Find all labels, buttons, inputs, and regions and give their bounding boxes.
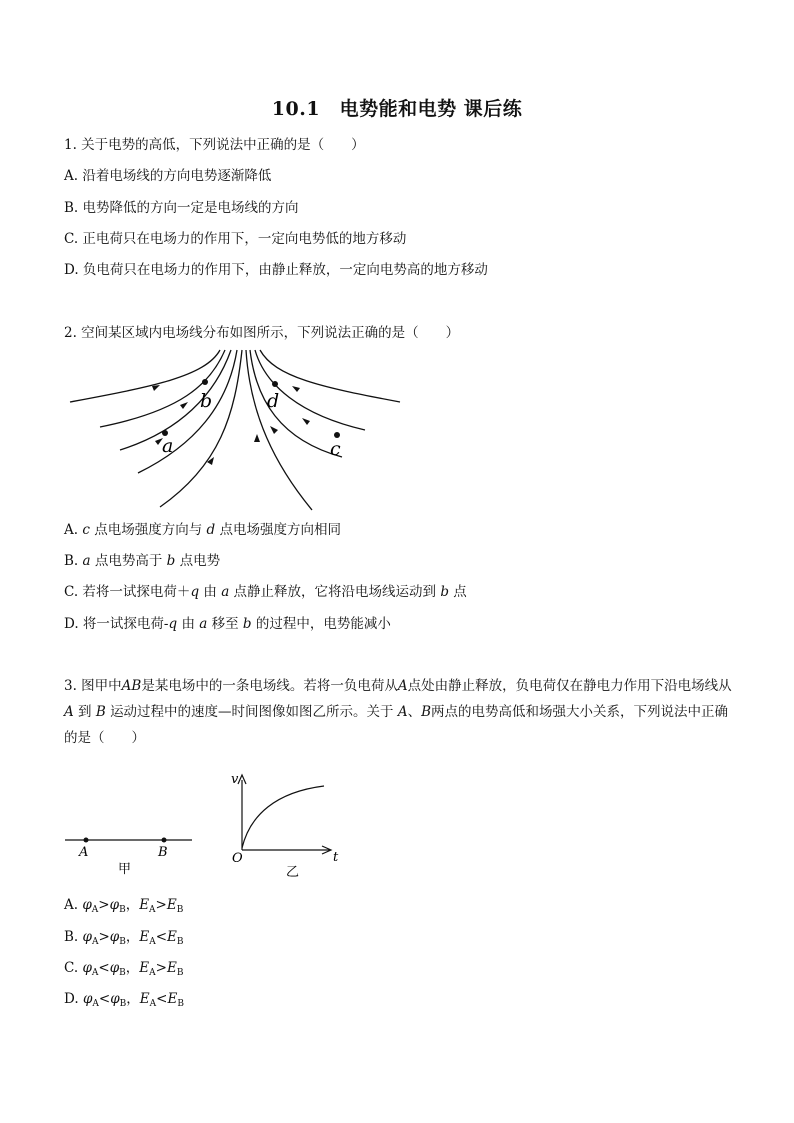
var-a: a (221, 584, 230, 600)
phi: φ (109, 929, 120, 945)
var-b: b (440, 584, 449, 600)
option-text: 由 (199, 584, 222, 600)
subscript-b: B (176, 968, 184, 978)
q3-option-a (64, 896, 183, 919)
option-text: 的过程中，电势能减小 (251, 616, 391, 632)
e-field: E (166, 897, 177, 913)
option-label: B. (64, 553, 83, 569)
velocity-curve (242, 786, 324, 848)
e-field: E (167, 929, 177, 945)
axis-label-t: t (333, 850, 339, 865)
field-line (246, 350, 312, 510)
label-d: d (267, 390, 280, 412)
separator: ， (125, 960, 140, 976)
field-line (100, 350, 225, 427)
subscript-b: B (119, 999, 127, 1009)
stem-text: 运动过程中的速度—时间图像如图乙所示。关于 (110, 704, 394, 720)
label-b: b (200, 390, 213, 412)
subscript-b: B (119, 937, 126, 947)
relation: < (156, 991, 168, 1007)
subscript-a: A (149, 905, 156, 915)
q2-option-b (64, 552, 220, 570)
q2-option-a (64, 521, 341, 539)
q3-option-b (64, 928, 184, 951)
var-c: c (82, 522, 90, 538)
q3-option-d (64, 990, 184, 1013)
arrowhead (152, 385, 160, 391)
var-b: B (421, 704, 432, 720)
subscript-b: B (119, 905, 126, 915)
field-line (160, 350, 242, 507)
subscript-a: A (149, 937, 156, 947)
stem-text: 、 (407, 704, 422, 720)
e-field: E (139, 960, 150, 976)
arrowhead (302, 418, 310, 425)
point-B (162, 838, 167, 843)
origin-label: O (232, 851, 243, 866)
option-text: 由 (177, 616, 200, 632)
q3-option-c (64, 959, 183, 982)
relation: < (98, 991, 111, 1007)
q1-option-c: C. 正电荷只在电场力的作用下，一定向电势低的地方移动 (64, 231, 407, 247)
option-label: A. (64, 522, 83, 538)
var-q: q (190, 584, 200, 600)
separator: ， (126, 991, 140, 1007)
var-q: q (168, 616, 178, 632)
var-a: A (64, 704, 74, 720)
subscript-a: A (92, 999, 99, 1009)
q2-option-c (64, 583, 467, 601)
subscript-a: A (149, 968, 156, 978)
stem-text: 点处由静止释放，负电荷仅在静电力作用下沿电场线从 (407, 678, 732, 694)
arrowhead (180, 402, 188, 409)
var-b: b (242, 616, 252, 632)
electric-field-lines-figure (60, 345, 410, 515)
figure-jia-field-line (60, 825, 200, 885)
q3-stem (64, 673, 734, 751)
option-label: B. (64, 929, 83, 945)
field-line (250, 350, 342, 457)
subscript-a: A (91, 905, 99, 915)
option-label: D. (64, 991, 83, 1007)
e-field: E (167, 991, 178, 1007)
var-ab: AB (121, 678, 142, 694)
relation: > (98, 929, 110, 945)
q2-option-d (64, 615, 391, 633)
figure-yi-velocity-time-graph (228, 770, 348, 880)
phi: φ (110, 991, 120, 1007)
phi: φ (109, 960, 120, 976)
option-text: 点电势 (175, 553, 221, 569)
caption-yi: 乙 (286, 865, 300, 880)
label-A: A (79, 845, 89, 860)
e-field: E (139, 929, 150, 945)
label-B: B (158, 845, 168, 860)
axis-label-v: v (231, 772, 239, 787)
stem-text: 到 (78, 704, 92, 720)
arrowhead (292, 386, 300, 392)
stem-text: 是某电场中的一条电场线。若将一负电荷从 (141, 678, 398, 694)
phi: φ (82, 929, 92, 945)
label-c: c (330, 438, 341, 460)
relation: > (155, 897, 167, 913)
relation: > (98, 897, 110, 913)
var-b: B (95, 704, 106, 720)
subscript-b: B (177, 999, 184, 1009)
point-A (84, 838, 89, 843)
subscript-a: A (149, 999, 157, 1009)
label-a: a (162, 435, 174, 457)
field-line (70, 350, 220, 402)
var-b: b (166, 553, 176, 569)
option-label: C. 若将一试探电荷＋ (64, 584, 191, 600)
separator: ， (125, 929, 140, 945)
q2-stem: 2. 空间某区域内电场线分布如图所示，下列说法正确的是（ ） (64, 325, 460, 341)
option-text: 点静止释放，它将沿电场线运动到 (229, 584, 441, 600)
phi: φ (82, 991, 93, 1007)
caption-jia: 甲 (118, 862, 132, 877)
e-field: E (139, 991, 150, 1007)
var-a: A (397, 704, 408, 720)
var-d: d (206, 522, 216, 538)
q1-option-d: D. 负电荷只在电场力的作用下，由静止释放，一定向电势高的地方移动 (64, 262, 488, 278)
relation: > (155, 960, 167, 976)
phi: φ (82, 960, 92, 976)
option-text: 点电场强度方向与 (89, 522, 207, 538)
q1-option-b: B. 电势降低的方向一定是电场线的方向 (64, 200, 299, 216)
phi: φ (109, 897, 120, 913)
e-field: E (166, 960, 177, 976)
option-text: 移至 (207, 616, 243, 632)
option-text: 点 (449, 584, 467, 600)
stem-text: 3. 图甲中 (64, 678, 122, 694)
subscript-a: A (91, 968, 99, 978)
phi: φ (82, 897, 92, 913)
subscript-a: A (91, 937, 99, 947)
option-text: 点电势高于 (90, 553, 167, 569)
relation: < (98, 960, 110, 976)
subscript-b: B (176, 905, 184, 915)
e-field: E (139, 897, 150, 913)
q1-option-a: A. 沿着电场线的方向电势逐渐降低 (64, 168, 272, 184)
subscript-b: B (176, 937, 184, 947)
q1-stem: 1. 关于电势的高低，下列说法中正确的是（ ） (64, 137, 365, 153)
var-a: a (82, 553, 91, 569)
option-label: C. (64, 960, 83, 976)
var-a: a (199, 616, 208, 632)
subscript-b: B (119, 968, 126, 978)
arrowhead (207, 457, 214, 465)
relation: < (155, 929, 168, 945)
option-text: 点电场强度方向相同 (215, 522, 341, 538)
field-line (260, 350, 400, 402)
option-label: A. (64, 897, 83, 913)
point-d (272, 381, 278, 387)
option-label: D. 将一试探电荷- (64, 616, 169, 632)
arrowhead (254, 434, 260, 442)
arrowhead (270, 426, 278, 434)
var-a: A (397, 678, 408, 694)
field-line (120, 350, 231, 450)
separator: ， (125, 897, 140, 913)
field-line (138, 350, 237, 473)
point-b (202, 379, 208, 385)
page-title: 10.1 电势能和电势 课后练 (271, 98, 523, 120)
stem-text: 两点的电势高低和场强大小关系，下列说法中正确的是（ ） (64, 704, 729, 746)
